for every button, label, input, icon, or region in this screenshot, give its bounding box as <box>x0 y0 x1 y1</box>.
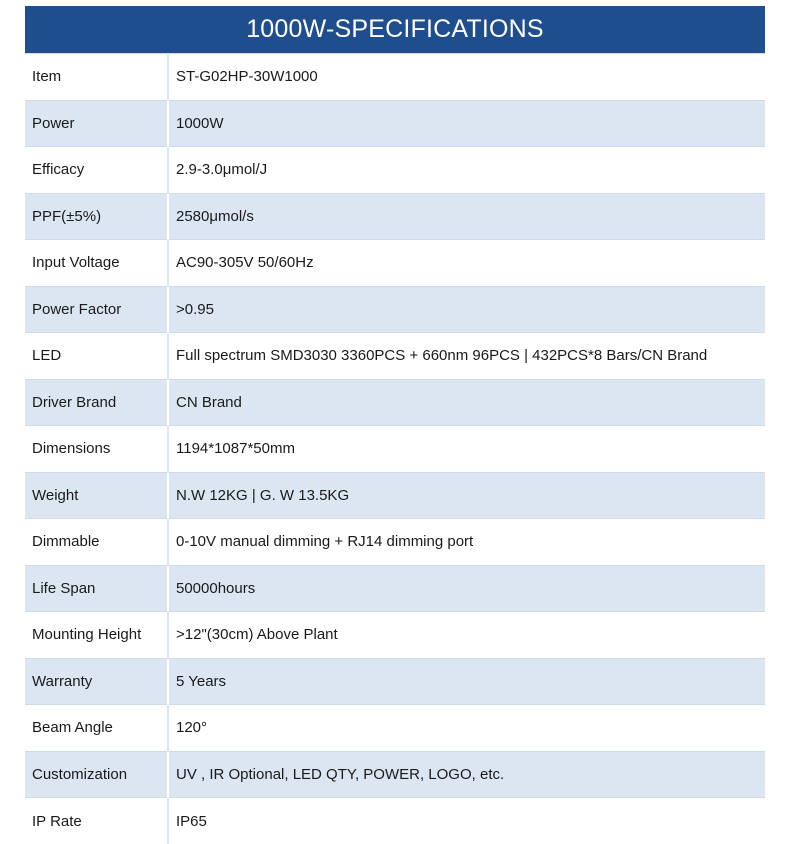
specifications-table <box>25 53 765 844</box>
spec-row-mounting-height <box>25 612 765 659</box>
spec-row-dimensions <box>25 426 765 473</box>
spec-label: Beam Angle <box>25 705 168 752</box>
spec-label: Weight <box>25 472 168 519</box>
spec-value: ST-G02HP-30W1000 <box>168 54 765 101</box>
spec-label: Efficacy <box>25 147 168 194</box>
spec-label: Customization <box>25 751 168 798</box>
spec-label: Driver Brand <box>25 379 168 426</box>
spec-label: IP Rate <box>25 798 168 844</box>
spec-value: UV , IR Optional, LED QTY, POWER, LOGO, etc. <box>168 751 765 798</box>
spec-row-efficacy <box>25 147 765 194</box>
spec-value: 2.9-3.0μmol/J <box>168 147 765 194</box>
specifications-title: 1000W-SPECIFICATIONS <box>246 15 544 44</box>
spec-row-item <box>25 54 765 101</box>
spec-value: CN Brand <box>168 379 765 426</box>
spec-row-beam-angle <box>25 705 765 752</box>
spec-label: LED <box>25 333 168 380</box>
spec-label: Mounting Height <box>25 612 168 659</box>
spec-label: Power <box>25 100 168 147</box>
spec-row-weight <box>25 472 765 519</box>
spec-label: Dimmable <box>25 519 168 566</box>
spec-row-warranty <box>25 658 765 705</box>
spec-value: >12"(30cm) Above Plant <box>168 612 765 659</box>
spec-row-customization <box>25 751 765 798</box>
spec-row-ip-rate <box>25 798 765 844</box>
spec-label: Power Factor <box>25 286 168 333</box>
spec-value: IP65 <box>168 798 765 844</box>
spec-label: Dimensions <box>25 426 168 473</box>
spec-row-ppf <box>25 193 765 240</box>
spec-value: 50000hours <box>168 565 765 612</box>
spec-row-input-voltage <box>25 240 765 287</box>
spec-value: 0-10V manual dimming + RJ14 dimming port <box>168 519 765 566</box>
spec-row-led <box>25 333 765 380</box>
spec-value: Full spectrum SMD3030 3360PCS + 660nm 96PCS | 432PCS*8 Bars/CN Brand <box>168 333 765 380</box>
spec-value: N.W 12KG | G. W 13.5KG <box>168 472 765 519</box>
spec-row-power-factor <box>25 286 765 333</box>
spec-value: >0.95 <box>168 286 765 333</box>
spec-label: Item <box>25 54 168 101</box>
spec-label: PPF(±5%) <box>25 193 168 240</box>
spec-value: 1194*1087*50mm <box>168 426 765 473</box>
spec-value: 1000W <box>168 100 765 147</box>
specifications-sheet <box>25 6 765 844</box>
spec-label: Input Voltage <box>25 240 168 287</box>
spec-value: AC90-305V 50/60Hz <box>168 240 765 287</box>
spec-row-dimmable <box>25 519 765 566</box>
specifications-header <box>25 6 765 53</box>
spec-label: Warranty <box>25 658 168 705</box>
spec-value: 120° <box>168 705 765 752</box>
spec-value: 5 Years <box>168 658 765 705</box>
spec-row-driver-brand <box>25 379 765 426</box>
spec-row-life-span <box>25 565 765 612</box>
spec-label: Life Span <box>25 565 168 612</box>
spec-value: 2580μmol/s <box>168 193 765 240</box>
spec-row-power <box>25 100 765 147</box>
